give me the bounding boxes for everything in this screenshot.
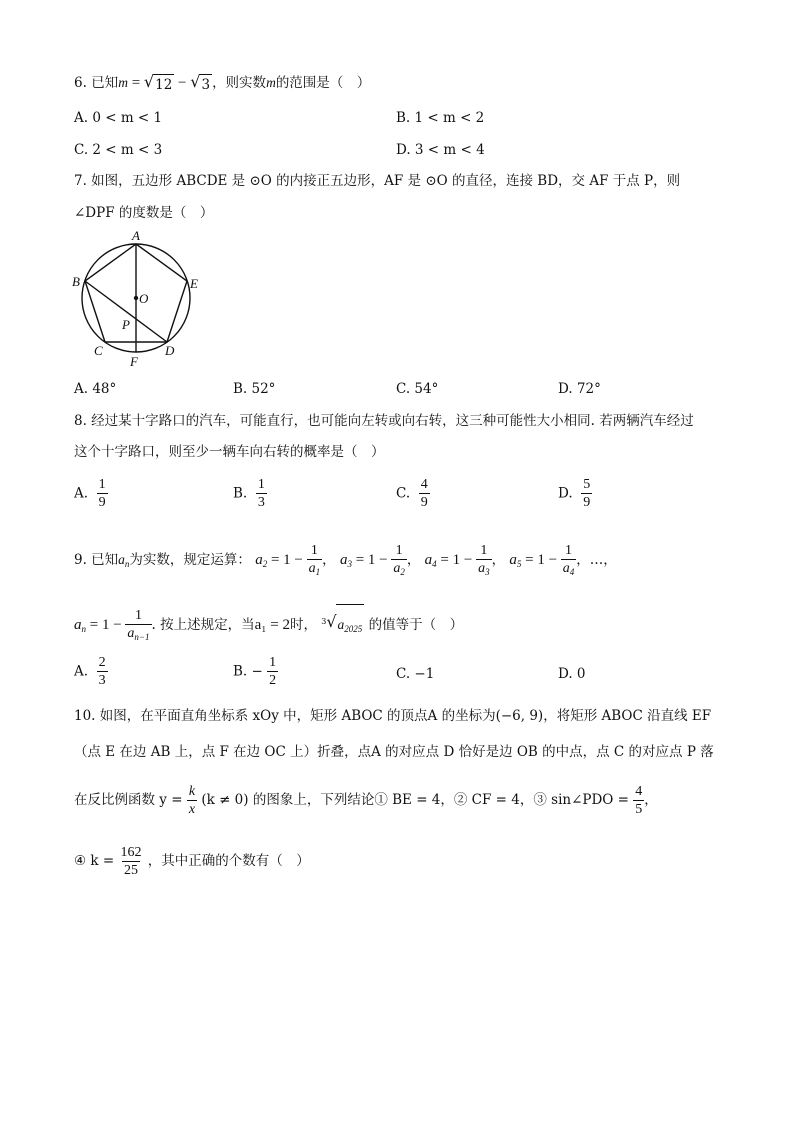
q8-line2: 这个十字路口，则至少一辆车向右转的概率是（ ） bbox=[74, 444, 385, 460]
q6-option-a[interactable]: A. 0 < m < 1 bbox=[74, 110, 163, 126]
q6-number: 6. bbox=[74, 75, 87, 91]
q6-var: m bbox=[266, 75, 276, 90]
q9-cube-root: 3 √ $a_{2025}$ bbox=[321, 602, 364, 649]
q10-line1: 10. 如图，在平面直角坐标系 xOy 中，矩形 ABOC 的顶点A 的坐标为(−6, 9)，将矩形 ABOC 沿直线 EF bbox=[74, 708, 712, 724]
q6-option-b[interactable]: B. 1 < m < 2 bbox=[396, 110, 485, 126]
q6-radical-12: √ 12 bbox=[143, 72, 173, 93]
q10-line2: （点 E 在边 AB 上，点 F 在边 OC 上）折叠，点A 的对应点 D 恰好是边 OB 的中点，点 C 的对应点 P 落 bbox=[74, 744, 714, 760]
label-e: E bbox=[190, 276, 198, 291]
q6-option-c[interactable]: C. 2 < m < 3 bbox=[74, 142, 163, 158]
q6-eq: = bbox=[127, 75, 144, 91]
q6-post: ，则实数 bbox=[212, 75, 267, 91]
label-b: B bbox=[72, 274, 80, 289]
q6-post2: 的范围是（ ） bbox=[275, 75, 371, 91]
q10-line3: 在反比例函数 y = $\frac{k}{x}$ (k ≠ 0) 的图象上，下列结论① BE = 4，② CF = 4，③ sin∠PDO = $\frac{4}{5}$ ， bbox=[74, 783, 658, 817]
q9-a5: $a_5 = 1$ − $\frac{1}{a_4}$ bbox=[509, 543, 575, 578]
q8-option-c-fraction: $\frac{4}{9}$ bbox=[420, 477, 428, 510]
q8-line1: 8. 经过某十字路口的汽车，可能直行，也可能向左转或向右转，这三种可能性大小相同. 若两辆汽车经过 bbox=[74, 413, 694, 429]
q8-option-b[interactable]: B. $\frac{1}{3}$ bbox=[233, 477, 265, 510]
q10-k-value: $\frac{162}{25}$ bbox=[120, 844, 142, 878]
q7-option-a[interactable]: A. 48° bbox=[74, 381, 117, 397]
q9-option-a-fraction: $\frac{2}{3}$ bbox=[98, 655, 106, 688]
q10-line4: ④ k = $\frac{162}{25}$ ，其中正确的个数有（ ） bbox=[74, 844, 310, 878]
q7-pentagon-figure bbox=[70, 228, 210, 368]
q9-a2: $a_2 = 1$ − $\frac{1}{a_1}$ bbox=[255, 543, 321, 578]
q9-line1: 9. 已知$a_n$为实数，规定运算： $a_2 = 1$ − $\frac{1}{a_1}$ ， $a_3 = 1$ − $\frac{1}{a_2}$ ， $a_4 = 1$ − $\frac{1}{a_3}$ ， $a_5 = 1$ − $\frac{1}{a_4}$ ，…， bbox=[74, 543, 617, 578]
q9-option-a[interactable]: A. $\frac{2}{3}$ bbox=[74, 655, 106, 688]
q7-line1: 7. 如图，五边形 ABCDE 是 ⊙O 的内接正五边形，AF 是 ⊙O 的直径，连接 BD，交 AF 于点 P，则 bbox=[74, 173, 681, 189]
q9-a4: $a_4 = 1$ − $\frac{1}{a_3}$ bbox=[424, 543, 490, 578]
q6-radical-3: √ 3 bbox=[190, 72, 211, 93]
q7-line2: ∠DPF 的度数是（ ） bbox=[74, 205, 214, 221]
label-c: C bbox=[94, 343, 103, 358]
q7-option-c[interactable]: C. 54° bbox=[396, 381, 439, 397]
q8-option-a[interactable]: A. $\frac{1}{9}$ bbox=[74, 477, 106, 510]
q9-line2: $a_n = 1$ − $\frac{1}{a_{n-1}}$ . 按上述规定，当a₁ = 2时， 3 √ $a_{2025}$ 的值等于（ ） bbox=[74, 602, 463, 649]
q8-option-a-fraction: $\frac{1}{9}$ bbox=[98, 477, 106, 510]
label-o: O bbox=[139, 291, 149, 306]
q6-option-d[interactable]: D. 3 < m < 4 bbox=[396, 142, 485, 158]
q10-k-over-x: $\frac{k}{x}$ bbox=[188, 783, 196, 817]
q9-option-d[interactable]: D. 0 bbox=[558, 666, 586, 682]
q8-option-d[interactable]: D. $\frac{5}{9}$ bbox=[558, 477, 591, 510]
label-f: F bbox=[130, 354, 138, 368]
q9-option-b-fraction: $\frac{1}{2}$ bbox=[269, 655, 277, 688]
q9-a3: $a_3 = 1$ − $\frac{1}{a_2}$ bbox=[339, 543, 405, 578]
q9-condition: a₁ = 2 bbox=[254, 617, 290, 633]
q9-an: $a_n = 1$ − $\frac{1}{a_{n-1}}$ bbox=[74, 608, 150, 643]
label-a: A bbox=[132, 228, 140, 243]
q9-option-c[interactable]: C. −1 bbox=[396, 666, 435, 682]
center-point-o bbox=[134, 296, 138, 300]
q6-minus: − bbox=[174, 75, 191, 91]
q7-option-d[interactable]: D. 72° bbox=[558, 381, 601, 397]
q8-option-b-fraction: $\frac{1}{3}$ bbox=[257, 477, 265, 510]
label-d: D bbox=[165, 343, 175, 358]
q8-option-d-fraction: $\frac{5}{9}$ bbox=[583, 477, 591, 510]
q7-option-b[interactable]: B. 52° bbox=[233, 381, 276, 397]
q6-pre: 已知 bbox=[91, 75, 119, 91]
segment-bd bbox=[85, 281, 167, 342]
q8-option-c[interactable]: C. $\frac{4}{9}$ bbox=[396, 477, 428, 510]
q10-four-fifths: $\frac{4}{5}$ bbox=[635, 783, 643, 817]
q6-m: m bbox=[118, 75, 128, 90]
q6-stem bbox=[74, 72, 370, 95]
label-p: P bbox=[122, 317, 130, 332]
q9-option-b[interactable]: B. − $\frac{1}{2}$ bbox=[233, 655, 277, 688]
